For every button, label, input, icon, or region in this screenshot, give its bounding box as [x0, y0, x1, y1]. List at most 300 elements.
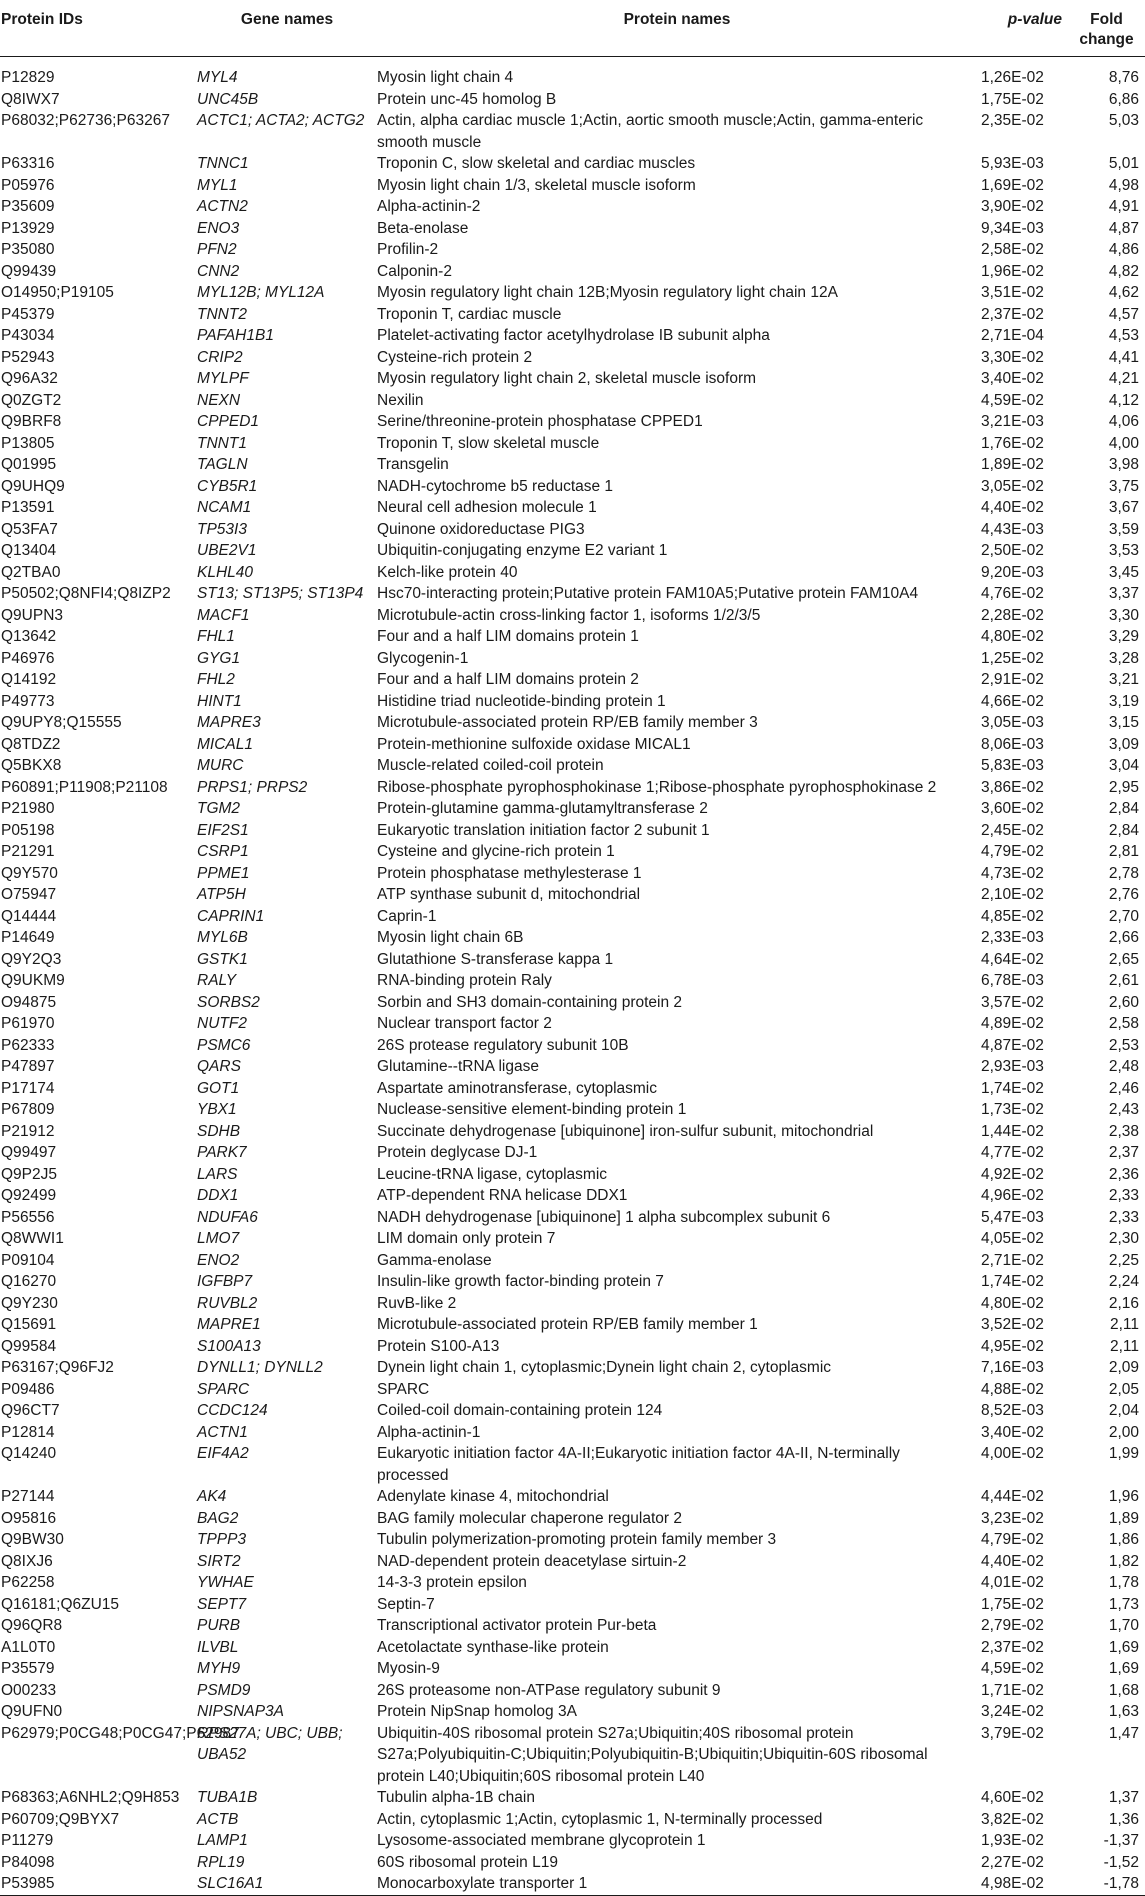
cell-protein-id: A1L0T0 [1, 1638, 56, 1656]
cell-fold-change: 1,78 [1108, 1574, 1139, 1591]
cell-protein-id: Q8WWI1 [1, 1230, 64, 1247]
table-row [0, 67, 1145, 89]
cell-protein-id: P45379 [1, 305, 55, 323]
cell-protein-name: Calponin-2 [377, 262, 452, 280]
cell-gene-name: ACTC1; ACTA2; ACTG2 [197, 112, 365, 129]
table-row [0, 1271, 1145, 1293]
cell-protein-name: Nuclease-sensitive element-binding protein 1 [377, 1101, 687, 1118]
cell-protein-name: 14-3-3 protein epsilon [377, 1574, 527, 1591]
cell-protein-name: Histidine triad nucleotide-binding protein 1 [377, 692, 666, 710]
cell-protein-name: Adenylate kinase 4, mitochondrial [377, 1488, 609, 1505]
cell-fold-change: 2,70 [1108, 907, 1139, 925]
cell-fold-change: 2,48 [1108, 1058, 1139, 1075]
cell-protein-id: P12829 [1, 69, 55, 86]
cell-protein-id: Q14192 [1, 671, 57, 688]
cell-p-value: 1,96E-02 [981, 262, 1044, 280]
cell-protein-name: NADH dehydrogenase [ubiquinone] 1 alpha subcomplex subunit 6 [377, 1208, 831, 1226]
cell-gene-name: TNNC1 [197, 155, 249, 172]
table-row [0, 1551, 1145, 1573]
table-row [0, 691, 1145, 713]
cell-p-value: 3,79E-02 [981, 1724, 1044, 1742]
cell-protein-name: Myosin-9 [377, 1660, 440, 1677]
cell-gene-name: FHL2 [197, 671, 235, 688]
cell-fold-change: 1,73 [1108, 1595, 1139, 1613]
cell-p-value: 2,37E-02 [981, 305, 1044, 323]
cell-p-value: 2,45E-02 [981, 821, 1044, 839]
cell-protein-name: Leucine-tRNA ligase, cytoplasmic [377, 1165, 608, 1183]
cell-gene-name: NUTF2 [197, 1015, 247, 1032]
cell-p-value: 1,76E-02 [981, 434, 1044, 452]
cell-fold-change: 2,81 [1108, 843, 1139, 860]
cell-gene-name: ACTN2 [197, 198, 248, 215]
cell-gene-name: KLHL40 [197, 563, 254, 581]
table-row [0, 927, 1145, 949]
table-row [0, 1486, 1145, 1508]
cell-protein-id: Q5BKX8 [1, 757, 62, 774]
cell-protein-id: Q9UPN3 [1, 606, 64, 624]
cell-protein-name: Kelch-like protein 40 [377, 563, 518, 581]
cell-gene-name: LMO7 [197, 1230, 240, 1247]
table-body [0, 57, 1145, 1896]
cell-p-value: 4,59E-02 [981, 391, 1044, 409]
table-row [0, 1293, 1145, 1315]
cell-fold-change: 2,36 [1108, 1165, 1139, 1183]
cell-fold-change: 2,11 [1109, 1316, 1139, 1333]
cell-fold-change: 2,58 [1108, 1015, 1139, 1032]
cell-gene-name: PAFAH1B1 [197, 327, 274, 344]
cell-fold-change: 2,04 [1108, 1402, 1139, 1419]
cell-p-value: 3,05E-03 [981, 714, 1044, 731]
cell-p-value: 4,43E-03 [981, 520, 1044, 538]
cell-protein-id: P53985 [0, 1873, 197, 1895]
cell-p-value: 3,30E-02 [981, 348, 1044, 366]
cell-protein-name: 26S proteasome non-ATPase regulatory subunit 9 [377, 1681, 721, 1699]
cell-gene-name: NEXN [197, 391, 241, 409]
cell-gene-name: RUVBL2 [197, 1294, 258, 1312]
cell-fold-change: 3,75 [1108, 477, 1139, 495]
table-row [0, 1852, 1145, 1874]
cell-protein-id: O14950;P19105 [1, 284, 114, 301]
cell-fold-change: 2,84 [1108, 800, 1139, 817]
cell-p-value: 6,78E-03 [981, 972, 1044, 989]
cell-fold-change: 3,45 [1108, 563, 1139, 581]
cell-protein-name: Ribose-phosphate pyrophosphokinase 1;Ribose-phosphate pyrophosphokinase 2 [377, 778, 937, 796]
table-row [0, 841, 1145, 863]
table-row [0, 1443, 1145, 1486]
cell-protein-name: Glutathione S-transferase kappa 1 [377, 950, 614, 968]
cell-protein-name: ATP-dependent RNA helicase DDX1 [377, 1187, 628, 1204]
table-row [0, 863, 1145, 885]
cell-fold-change: 2,33 [1108, 1208, 1139, 1226]
table-row [0, 540, 1145, 562]
cell-gene-name: GSTK1 [197, 950, 248, 968]
cell-protein-id: Q9UPY8;Q15555 [1, 714, 122, 731]
cell-fold-change: 3,59 [1108, 520, 1139, 538]
cell-gene-name: MYL4 [197, 69, 238, 86]
cell-protein-name: Four and a half LIM domains protein 2 [377, 671, 639, 688]
header-spacer [0, 57, 1145, 68]
table-row [0, 1314, 1145, 1336]
cell-gene-name: MYH9 [197, 1660, 241, 1677]
table-row [0, 992, 1145, 1014]
cell-fold-change: 2,78 [1108, 864, 1139, 882]
cell-gene-name: AK4 [197, 1488, 227, 1505]
header-row [0, 0, 1145, 57]
cell-gene-name: MAPRE1 [197, 1316, 261, 1333]
cell-protein-id: Q96A32 [1, 370, 58, 387]
cell-protein-name: Protein deglycase DJ-1 [377, 1144, 538, 1161]
cell-protein-id: Q9UKM9 [1, 972, 65, 989]
cell-protein-name: Protein unc-45 homolog B [377, 90, 557, 108]
cell-gene-name: CRIP2 [197, 348, 243, 366]
cell-protein-name: Tubulin alpha-1B chain [377, 1789, 535, 1806]
cell-protein-id: P46976 [1, 649, 55, 667]
cell-protein-id: Q9Y230 [1, 1294, 58, 1312]
cell-protein-id: P14649 [1, 929, 55, 946]
cell-fold-change: 4,53 [1108, 327, 1139, 344]
cell-fold-change: 1,63 [1108, 1703, 1139, 1720]
table-row [0, 519, 1145, 541]
table-row [0, 949, 1145, 971]
cell-fold-change: 3,30 [1108, 606, 1139, 624]
cell-protein-id: P27144 [1, 1488, 55, 1505]
cell-protein-name: ATP synthase subunit d, mitochondrial [377, 886, 641, 903]
cell-protein-name: SPARC [377, 1380, 430, 1398]
cell-fold-change: 4,82 [1108, 262, 1139, 280]
cell-p-value: 4,73E-02 [981, 864, 1044, 882]
table-row [0, 1099, 1145, 1121]
cell-p-value: 4,05E-02 [981, 1230, 1044, 1247]
cell-p-value: 3,40E-02 [981, 370, 1044, 387]
table-row [0, 820, 1145, 842]
cell-gene-name: UNC45B [197, 90, 259, 108]
cell-protein-name: Actin, alpha cardiac muscle 1;Actin, aortic smooth muscle;Actin, gamma-enteric smooth muscle [377, 112, 924, 151]
cell-fold-change: 1,47 [1108, 1724, 1139, 1742]
cell-gene-name: ENO2 [197, 1251, 240, 1269]
cell-protein-name: Eukaryotic translation initiation factor 2 subunit 1 [377, 821, 710, 839]
table-row [0, 261, 1145, 283]
table-row [0, 1787, 1145, 1809]
cell-p-value: 1,71E-02 [981, 1681, 1044, 1699]
cell-fold-change: 1,89 [1108, 1509, 1139, 1527]
cell-fold-change: 1,96 [1108, 1488, 1139, 1505]
header-p-value-text: p-value [1007, 11, 1062, 28]
cell-p-value: 1,73E-02 [981, 1101, 1044, 1118]
table-row [0, 1379, 1145, 1401]
cell-p-value: 4,89E-02 [981, 1015, 1044, 1032]
cell-protein-id: Q13404 [1, 542, 57, 559]
cell-gene-name: CAPRIN1 [197, 907, 265, 925]
cell-fold-change: 1,68 [1108, 1681, 1139, 1699]
table-row [0, 1680, 1145, 1702]
cell-protein-name: NAD-dependent protein deacetylase sirtuin-2 [377, 1552, 687, 1570]
cell-gene-name: BAG2 [197, 1509, 239, 1527]
table-row [0, 1142, 1145, 1164]
cell-fold-change: 4,12 [1108, 391, 1139, 409]
cell-protein-id: O75947 [1, 886, 57, 903]
cell-p-value: 4,77E-02 [981, 1144, 1044, 1161]
cell-protein-name: Myosin regulatory light chain 2, skeletal muscle isoform [377, 370, 757, 387]
cell-p-value: 2,91E-02 [981, 671, 1044, 688]
cell-protein-name: Caprin-1 [377, 907, 437, 925]
cell-gene-name: TNNT2 [197, 305, 247, 323]
table-row [0, 1164, 1145, 1186]
cell-protein-name: Cysteine and glycine-rich protein 1 [377, 843, 615, 860]
cell-gene-name: DYNLL1; DYNLL2 [197, 1359, 323, 1376]
cell-gene-name: ATP5H [197, 886, 246, 903]
cell-p-value: 4,79E-02 [981, 1531, 1044, 1548]
cell-fold-change: 2,84 [1108, 821, 1139, 839]
spacer-cell [0, 57, 1145, 68]
cell-fold-change: 2,24 [1108, 1273, 1139, 1290]
cell-fold-change: 1,37 [1108, 1789, 1139, 1806]
cell-protein-name: Protein NipSnap homolog 3A [377, 1703, 577, 1720]
cell-fold-change: 2,43 [1108, 1101, 1139, 1118]
cell-p-value: 2,10E-02 [981, 886, 1044, 903]
table-row [0, 970, 1145, 992]
cell-gene-name: HINT1 [197, 692, 242, 710]
cell-p-value: 3,60E-02 [981, 800, 1044, 817]
cell-fold-change: 8,76 [1108, 69, 1139, 86]
cell-protein-id: Q9UHQ9 [1, 477, 65, 495]
cell-protein-name: Succinate dehydrogenase [ubiquinone] iron-sulfur subunit, mitochondrial [377, 1122, 874, 1140]
cell-p-value: 3,05E-02 [981, 477, 1044, 495]
cell-fold-change: 3,15 [1108, 714, 1139, 731]
cell-p-value: 4,66E-02 [981, 692, 1044, 710]
table-row [0, 153, 1145, 175]
cell-p-value: 4,80E-02 [981, 628, 1044, 645]
cell-fold-change: 2,33 [1108, 1187, 1139, 1204]
cell-gene-name: TPPP3 [197, 1531, 247, 1548]
cell-protein-name: Gamma-enolase [377, 1251, 492, 1269]
cell-fold-change: 2,66 [1108, 929, 1139, 946]
cell-protein-id: P13805 [1, 434, 55, 452]
cell-protein-id: P68363;A6NHL2;Q9H853 [1, 1789, 180, 1806]
cell-protein-name: Profilin-2 [377, 241, 439, 258]
cell-protein-name: 26S protease regulatory subunit 10B [377, 1036, 629, 1054]
cell-gene-name: ST13; ST13P5; ST13P4 [197, 585, 364, 602]
cell-p-value: 4,40E-02 [981, 499, 1044, 516]
cell-gene-name: FHL1 [197, 628, 235, 645]
table-row [0, 175, 1145, 197]
table-row [0, 1121, 1145, 1143]
cell-gene-name: TUBA1B [197, 1789, 258, 1806]
cell-protein-name: Transgelin [377, 456, 449, 473]
cell-protein-name: Myosin regulatory light chain 12B;Myosin regulatory light chain 12A [377, 284, 838, 301]
cell-p-value: 4,88E-02 [981, 1380, 1044, 1398]
cell-p-value: 4,87E-02 [981, 1036, 1044, 1054]
cell-p-value: 2,93E-03 [981, 1058, 1044, 1075]
cell-fold-change: 3,67 [1108, 499, 1139, 516]
table-row [0, 1056, 1145, 1078]
cell-protein-name: Lysosome-associated membrane glycoprotein 1 [377, 1832, 706, 1849]
cell-p-value: 3,86E-02 [981, 778, 1044, 796]
cell-protein-id: Q15691 [1, 1316, 57, 1333]
cell-fold-change: 1,99 [1108, 1445, 1139, 1462]
cell-gene-name: ACTN1 [197, 1423, 248, 1441]
cell-p-value: 4,95E-02 [981, 1337, 1044, 1355]
cell-p-value: 4,40E-02 [981, 1552, 1044, 1570]
cell-gene-name: CSRP1 [197, 843, 249, 860]
cell-protein-id: Q9BW30 [1, 1531, 64, 1548]
cell-gene-name: PPME1 [197, 864, 250, 882]
cell-p-value: 4,92E-02 [981, 1165, 1044, 1183]
cell-p-value: 3,24E-02 [981, 1703, 1044, 1720]
cell-p-value: 3,21E-03 [981, 413, 1044, 430]
cell-protein-name: LIM domain only protein 7 [377, 1230, 556, 1247]
cell-gene-name: SEPT7 [197, 1595, 247, 1613]
table-row [0, 626, 1145, 648]
cell-gene-name: SIRT2 [197, 1552, 241, 1570]
table-row [0, 562, 1145, 584]
cell-gene-name: MYL12B; MYL12A [197, 284, 325, 301]
cell-p-value: 2,33E-03 [981, 929, 1044, 946]
cell-protein-name: Eukaryotic initiation factor 4A-II;Eukaryotic initiation factor 4A-II, N-terminally processed [377, 1445, 900, 1484]
cell-protein-name: Protein phosphatase methylesterase 1 [377, 864, 642, 882]
cell-fold-change: 4,57 [1108, 305, 1139, 323]
cell-protein-id: Q9UFN0 [1, 1703, 63, 1720]
cell-gene-name: PSMD9 [197, 1681, 251, 1699]
table-row [0, 1529, 1145, 1551]
cell-p-value: 3,90E-02 [981, 198, 1044, 215]
cell-gene-name: PSMC6 [197, 1036, 251, 1054]
cell-p-value: 2,71E-04 [981, 327, 1044, 344]
cell-protein-id: Q2TBA0 [1, 563, 61, 581]
cell-protein-id: P47897 [1, 1058, 55, 1075]
cell-protein-id: P35080 [1, 241, 55, 258]
cell-protein-id: Q8IWX7 [1, 90, 60, 108]
cell-gene-name: RALY [197, 972, 237, 989]
cell-fold-change: 1,86 [1108, 1531, 1139, 1548]
cell-p-value: 1,74E-02 [981, 1079, 1044, 1097]
cell-protein-name: Hsc70-interacting protein;Putative protein FAM10A5;Putative protein FAM10A4 [377, 585, 919, 602]
cell-protein-id: P21912 [1, 1122, 55, 1140]
cell-fold-change: 2,37 [1108, 1144, 1139, 1161]
cell-gene-name: PARK7 [197, 1144, 247, 1161]
cell-fold-change: 2,65 [1108, 950, 1139, 968]
cell-protein-name: Beta-enolase [377, 219, 469, 237]
cell-protein-name: BAG family molecular chaperone regulator 2 [377, 1509, 682, 1527]
cell-p-value: 2,35E-02 [981, 112, 1044, 129]
cell-protein-id: P50502;Q8NFI4;Q8IZP2 [1, 585, 171, 602]
cell-p-value: 1,44E-02 [981, 1122, 1044, 1140]
table-row [0, 1185, 1145, 1207]
cell-p-value: 1,93E-02 [981, 1832, 1044, 1849]
table-header [0, 0, 1145, 57]
cell-protein-name: Insulin-like growth factor-binding protein 7 [377, 1273, 664, 1290]
cell-protein-name: Actin, cytoplasmic 1;Actin, cytoplasmic 1, N-terminally processed [377, 1810, 823, 1828]
cell-protein-name: Sorbin and SH3 domain-containing protein 2 [377, 993, 683, 1011]
table-row [0, 1572, 1145, 1594]
table-row [0, 1873, 1145, 1895]
cell-protein-name: Microtubule-actin cross-linking factor 1, isoforms 1/2/3/5 [377, 606, 761, 624]
cell-fold-change: 4,41 [1108, 348, 1139, 366]
cell-p-value: 2,28E-02 [981, 606, 1044, 624]
cell-fold-change: 1,36 [1108, 1810, 1139, 1828]
cell-protein-id: P09104 [1, 1251, 55, 1269]
cell-fold-change: 4,06 [1108, 413, 1139, 430]
cell-protein-name: Coiled-coil domain-containing protein 124 [377, 1402, 663, 1419]
cell-protein-name: Troponin C, slow skeletal and cardiac muscles [377, 155, 696, 172]
cell-gene-name: TP53I3 [197, 520, 247, 538]
cell-fold-change: 6,86 [1108, 90, 1139, 108]
cell-gene-name: MYLPF [197, 370, 249, 387]
cell-fold-change: 3,21 [1108, 671, 1139, 688]
cell-protein-id: P52943 [1, 348, 55, 366]
cell-protein-name: Platelet-activating factor acetylhydrolase IB subunit alpha [377, 327, 770, 344]
table-row [0, 734, 1145, 756]
cell-protein-id: Q01995 [1, 456, 57, 473]
cell-fold-change: 2,76 [1108, 886, 1139, 903]
cell-gene-name: MICAL1 [197, 735, 253, 753]
cell-protein-id: Q92499 [1, 1187, 57, 1204]
cell-p-value: 4,64E-02 [981, 950, 1044, 968]
cell-fold-change: 2,05 [1108, 1380, 1139, 1398]
cell-fold-change: 4,98 [1108, 176, 1139, 194]
cell-protein-id: P62979;P0CG48;P0CG47;P62987 [1, 1724, 240, 1742]
cell-protein-id: Q96QR8 [1, 1617, 63, 1634]
table-row [0, 712, 1145, 734]
cell-gene-name: TGM2 [197, 800, 241, 817]
cell-protein-id: P67809 [1, 1101, 55, 1118]
cell-p-value: 3,23E-02 [981, 1509, 1044, 1527]
cell-p-value: 9,20E-03 [981, 563, 1044, 581]
cell-p-value: 3,51E-02 [981, 284, 1044, 301]
cell-protein-name: Aspartate aminotransferase, cytoplasmic [377, 1079, 657, 1097]
cell-fold-change: 2,46 [1108, 1079, 1139, 1097]
cell-fold-change: 5,03 [1108, 112, 1139, 129]
cell-p-value: 4,80E-02 [981, 1294, 1044, 1312]
cell-protein-name: Serine/threonine-protein phosphatase CPPED1 [377, 413, 703, 430]
cell-protein-name: Muscle-related coiled-coil protein [377, 757, 604, 774]
table-row [0, 433, 1145, 455]
cell-gene-name: TAGLN [197, 456, 248, 473]
cell-gene-name: S100A13 [197, 1337, 261, 1355]
table-row [0, 1078, 1145, 1100]
header-protein-names: Protein names [377, 0, 977, 57]
cell-fold-change: 4,00 [1108, 434, 1139, 452]
table-row [0, 110, 1145, 153]
cell-fold-change: 2,38 [1108, 1122, 1139, 1140]
cell-gene-name: EIF4A2 [197, 1445, 249, 1462]
cell-protein-id: Q14444 [1, 907, 57, 925]
cell-protein-id: P84098 [1, 1853, 55, 1871]
cell-gene-name: SPARC [197, 1380, 250, 1398]
cell-protein-name: Myosin light chain 4 [377, 69, 514, 86]
cell-p-value: 4,01E-02 [981, 1574, 1044, 1591]
table-row [0, 347, 1145, 369]
cell-p-value: 8,52E-03 [981, 1402, 1044, 1419]
table-row [0, 1035, 1145, 1057]
cell-p-value: 2,58E-02 [981, 241, 1044, 258]
cell-p-value: 4,85E-02 [981, 907, 1044, 925]
cell-fold-change: 5,01 [1108, 155, 1139, 172]
header-gene-names: Gene names [197, 0, 377, 57]
cell-fold-change: 4,91 [1108, 198, 1139, 215]
cell-p-value: 4,00E-02 [981, 1445, 1044, 1462]
header-p-value [977, 0, 1068, 57]
table-row [0, 239, 1145, 261]
cell-protein-name: Alpha-actinin-2 [377, 198, 481, 215]
cell-protein-id: Q9Y2Q3 [1, 950, 62, 968]
cell-p-value: 1,75E-02 [981, 1595, 1044, 1613]
cell-protein-id: Q16270 [1, 1273, 57, 1290]
cell-protein-name: Nuclear transport factor 2 [377, 1015, 552, 1032]
cell-gene-name: LARS [197, 1165, 238, 1183]
cell-protein-id: P13591 [1, 499, 55, 516]
table-row [0, 1508, 1145, 1530]
cell-gene-name: CNN2 [197, 262, 240, 280]
